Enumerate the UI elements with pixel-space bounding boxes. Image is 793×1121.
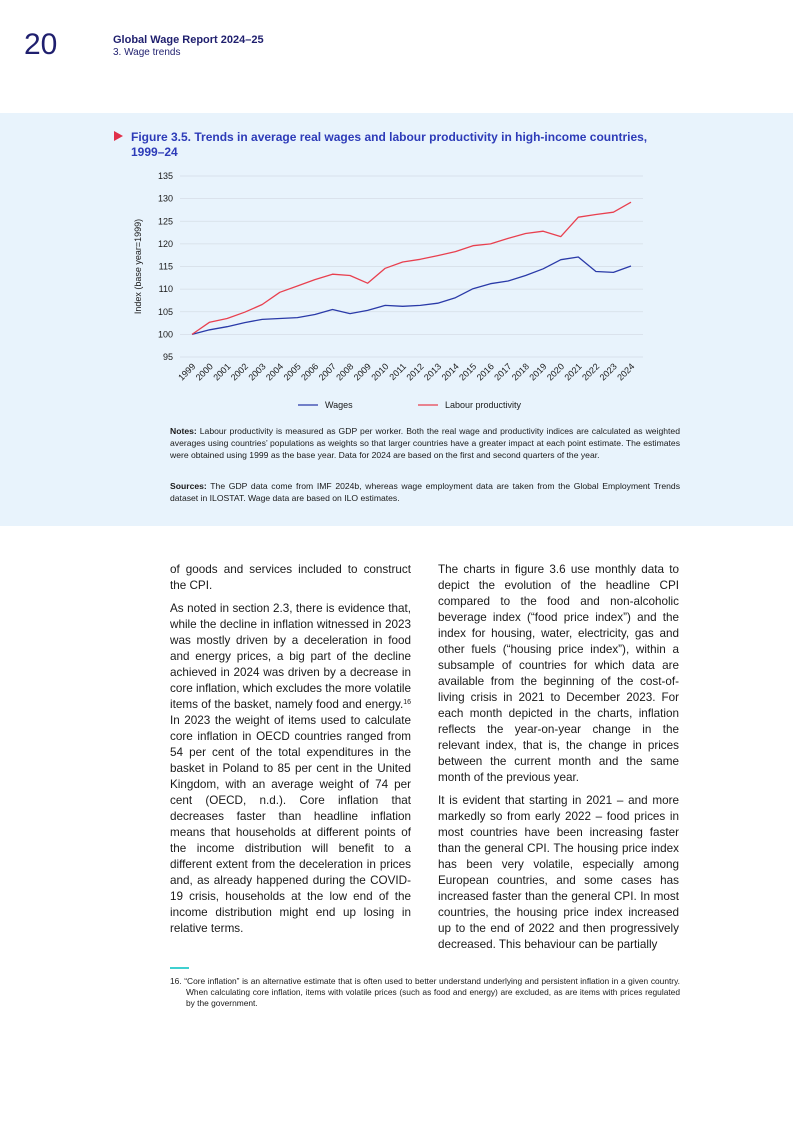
figure-marker-icon [114, 131, 123, 141]
x-tick-label: 2004 [263, 361, 286, 383]
y-tick-label: 130 [157, 193, 173, 204]
paragraph-text: In 2023 the weight of items used to calculate core inflation in OECD countries ranged from 54 per cent of the total expenditures in the basket in Poland to 85 per cent in the United Kingdom, with an average weight of 74 per cent (OECD, n.d.). Core inflation that decreases faster than headline inflation means that households at different points of the income distribution will benefit to a different extent from the deceleration in prices and, as already happened during the COVID-19 crisis, households at the low end of the income distribution might end up losing in relative terms. [170, 714, 411, 935]
y-tick-label: 110 [158, 284, 173, 295]
x-tick-label: 1999 [176, 361, 198, 383]
paragraph: of goods and services included to construct the CPI. [170, 563, 411, 592]
footnote-divider [170, 967, 189, 969]
x-tick-label: 2017 [492, 361, 514, 383]
footnote: 16. “Core inflation” is an alternative estimate that is often used to better understand underlying and persistent inflation in a given country. When calculating core inflation, items with volatile prices (such as food and energy) are excluded, as are items with prices regulated by the government. [170, 976, 680, 1008]
x-tick-label: 2021 [562, 361, 584, 383]
y-axis-label: Index (base year=1999) [133, 218, 143, 315]
legend-label: Labour productivity [445, 400, 522, 410]
section-title: 3. Wage trends [113, 47, 181, 58]
x-tick-label: 2023 [597, 361, 619, 383]
x-tick-label: 2005 [281, 361, 303, 383]
paragraph: It is evident that starting in 2021 – and more markedly so from early 2022 – food prices in most countries have been increasing faster than the general CPI. The housing price index has been very volatile, especially among European countries, and some cases has increased faster than the general CPI. In most countries, the housing price index increased up to the end of 2022 and then progressively decreased. This behaviour can be partially [438, 794, 679, 951]
figure-notes [170, 425, 680, 461]
paragraph [170, 601, 411, 937]
sources-label: Sources: [170, 481, 207, 491]
y-tick-label: 125 [157, 216, 173, 227]
x-tick-label: 2014 [439, 361, 461, 383]
x-tick-label: 2001 [211, 361, 233, 383]
page-number: 20 [24, 28, 58, 61]
sources-text: The GDP data come from IMF 2024b, whereas wage employment data are taken from the Global Employment Trends dataset in ILOSTAT. Wage data are based on ILO estimates. [170, 481, 680, 503]
y-tick-label: 135 [157, 171, 173, 181]
x-tick-label: 2013 [422, 361, 444, 383]
figure-sources [170, 480, 680, 504]
x-tick-label: 2022 [580, 361, 602, 383]
y-tick-label: 115 [158, 261, 173, 272]
x-tick-label: 2006 [299, 361, 321, 383]
x-tick-label: 2018 [509, 361, 532, 383]
legend-label: Wages [325, 400, 353, 410]
y-tick-label: 100 [157, 329, 173, 340]
x-tick-label: 2010 [369, 361, 391, 383]
series-line-labour-productivity [192, 202, 631, 334]
y-tick-label: 120 [157, 238, 173, 249]
paragraph: The charts in figure 3.6 use monthly data to depict the evolution of the headline CPI compared to the food and non-alcoholic beverage index (“food price index”) and the index for housing, water, electricity, gas and other fuels (“housing price index”), within a subsample of countries for which data are available from the beginning of the cost-of-living crisis in 2021 to December 2023. For each month depicted in the charts, inflation reflects the year-on-year change in the relevant index, that is, the change in prices between the current month and the same month of the previous year. [438, 563, 679, 784]
line-chart [0, 160, 793, 420]
y-tick-label: 105 [157, 306, 173, 317]
x-tick-label: 2007 [316, 361, 338, 383]
notes-label: Notes: [170, 426, 197, 436]
footnote-ref[interactable]: 16 [403, 699, 411, 706]
x-tick-label: 2015 [457, 361, 479, 383]
report-title: Global Wage Report 2024–25 [113, 34, 264, 46]
body-column-left [170, 562, 411, 944]
x-tick-label: 2020 [544, 361, 567, 383]
x-tick-label: 2000 [193, 361, 215, 383]
figure-title: Figure 3.5. Trends in average real wages and labour productivity in high-income countries, 1999–24 [131, 130, 648, 159]
running-header [113, 34, 264, 58]
x-tick-label: 2024 [615, 361, 637, 383]
body-column-right [438, 562, 679, 960]
paragraph-text: As noted in section 2.3, there is evidence that, while the decline in inflation witnessed in 2023 was mostly driven by a deceleration in food and energy prices, a big part of the decline achieved in 2024 was driven by a decrease in core inflation, which excludes the more volatile items of the basket, namely food and energy. [170, 602, 412, 711]
x-tick-label: 2002 [228, 361, 251, 383]
notes-text: Labour productivity is measured as GDP per worker. Both the real wage and productivity indices are calculated as weighted averages using countries’ populations as weights so that larger countries have a greater impact at each point estimate. The estimates were obtained using 1999 as the base year. Data for 2024 are based on the first and second quarters of the year. [170, 426, 680, 460]
x-tick-label: 2016 [474, 361, 496, 383]
x-tick-label: 2003 [246, 361, 268, 383]
x-tick-label: 2009 [351, 361, 374, 383]
y-tick-label: 95 [162, 352, 173, 362]
x-tick-label: 2011 [387, 361, 409, 383]
x-tick-label: 2012 [404, 361, 426, 383]
x-tick-label: 2019 [527, 361, 549, 383]
x-tick-label: 2008 [334, 361, 356, 383]
series-line-wages [192, 257, 631, 334]
